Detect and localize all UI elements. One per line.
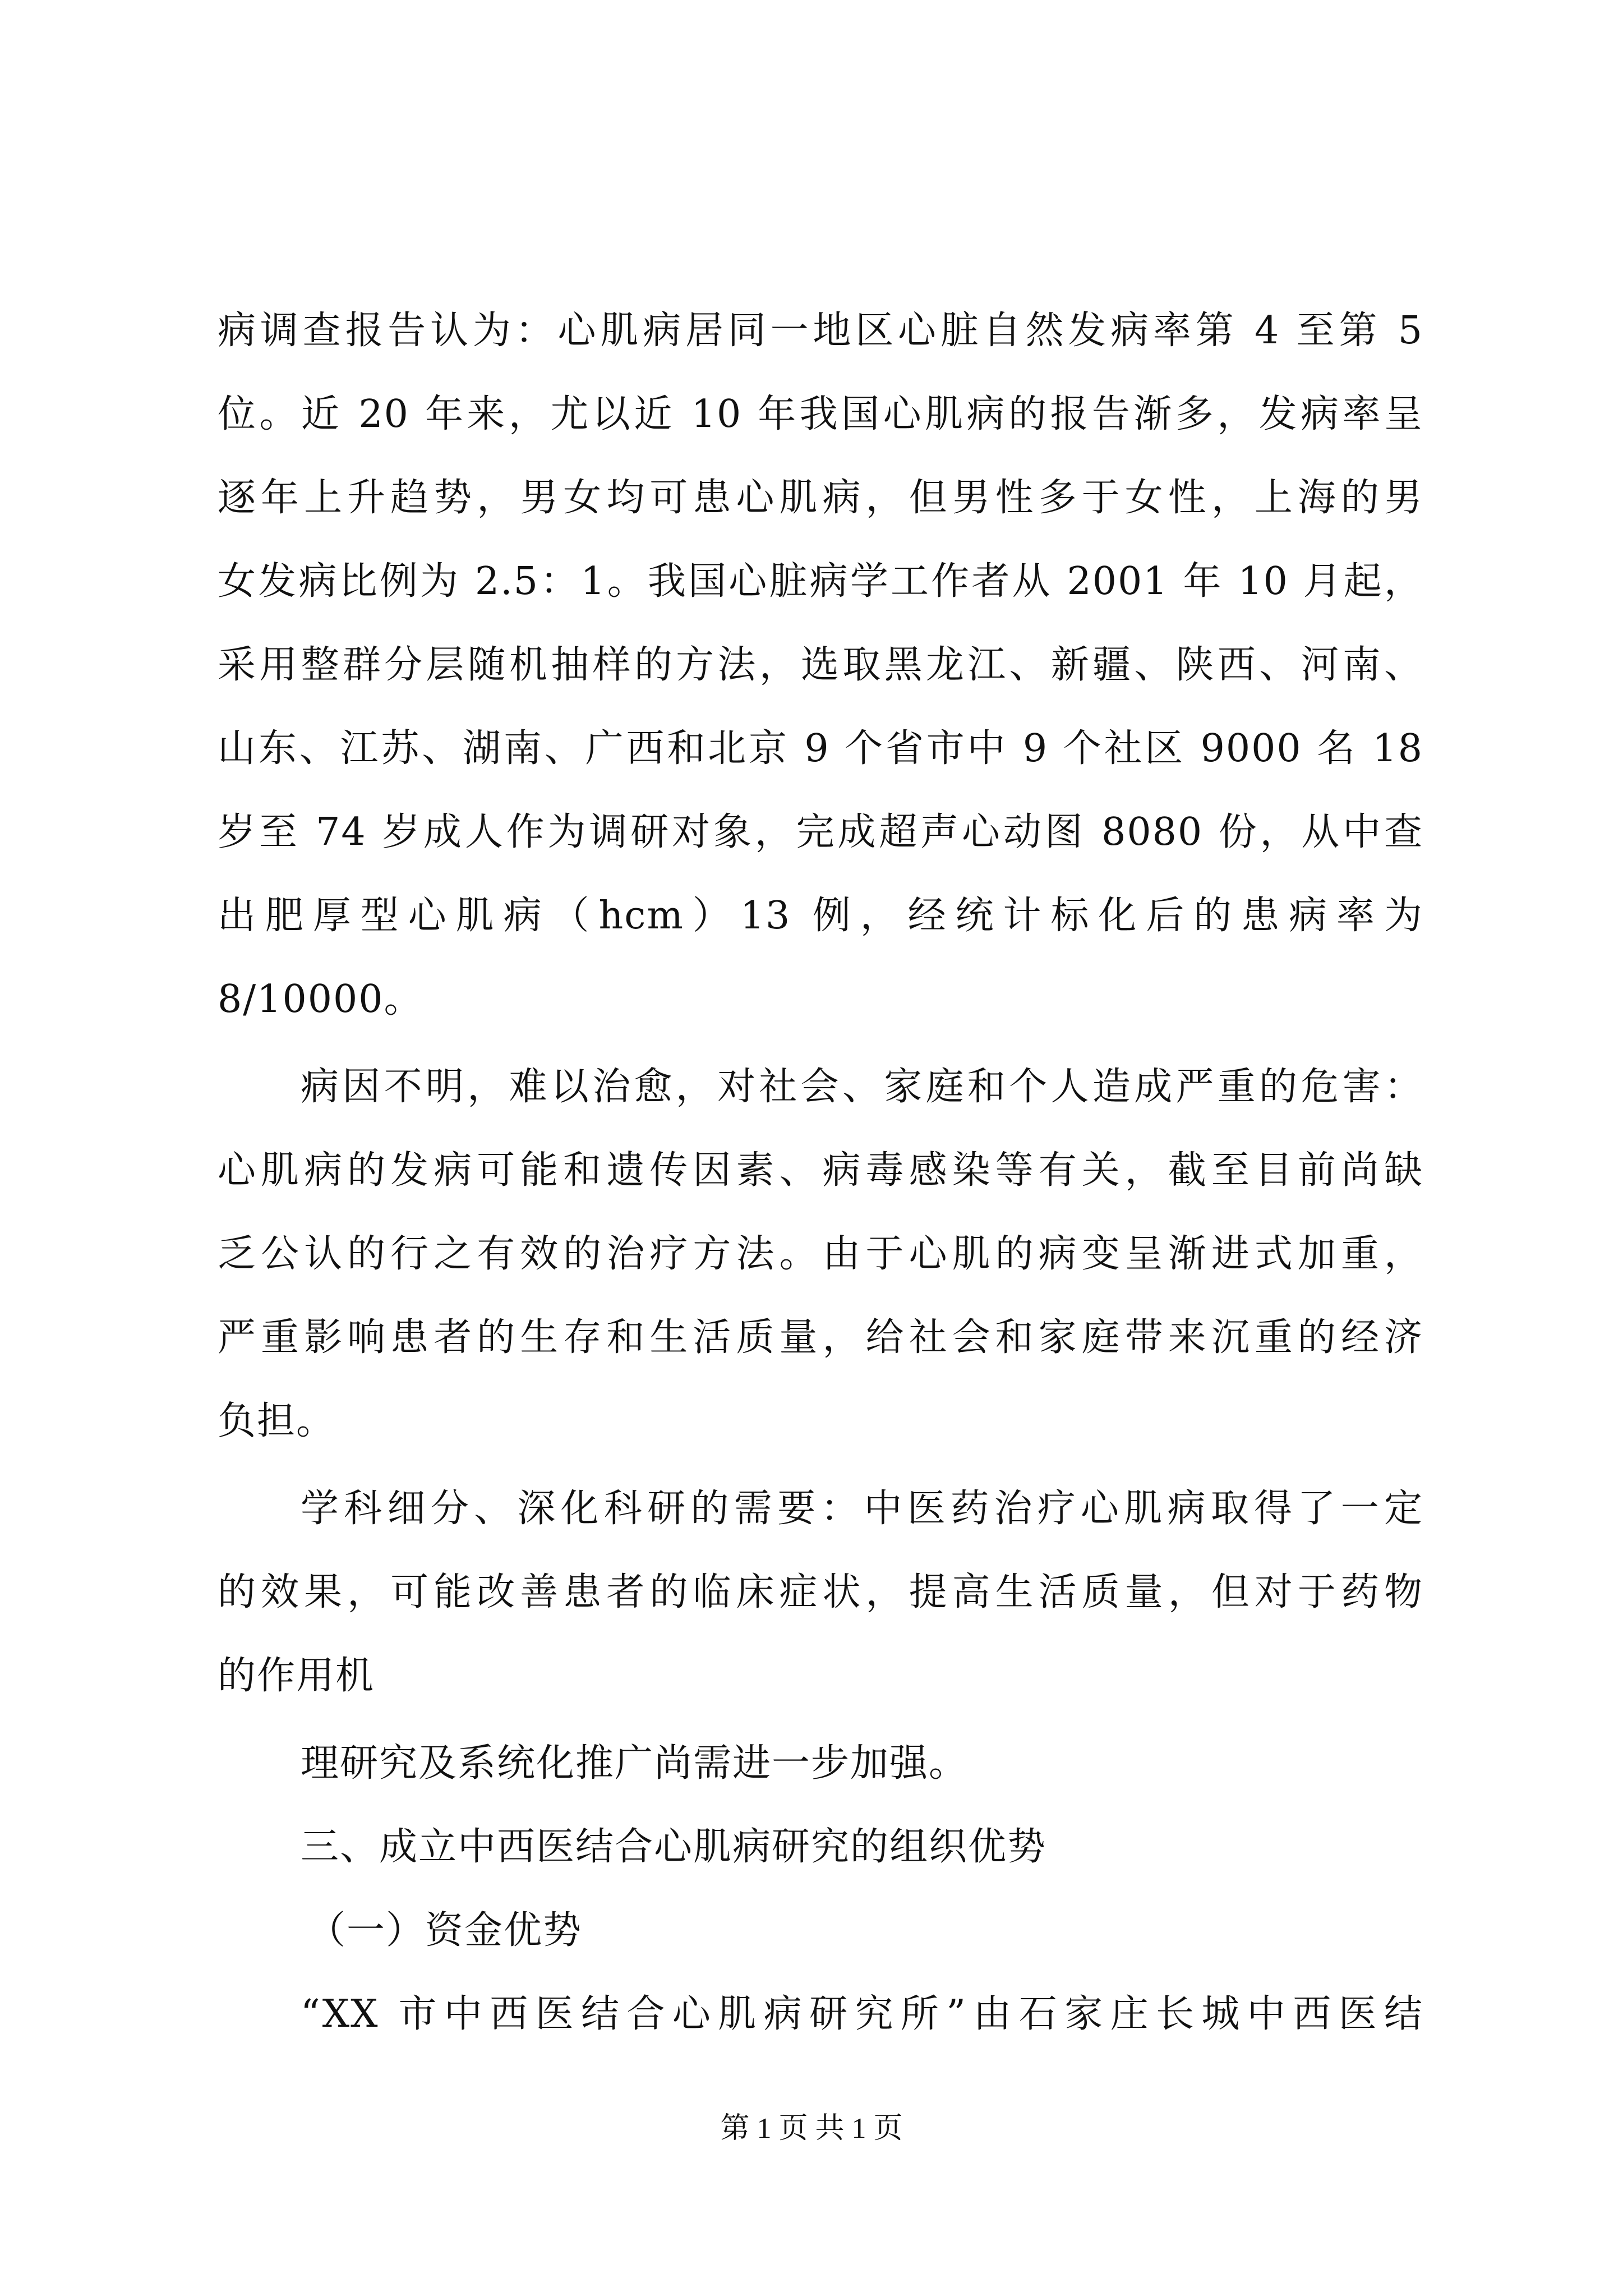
text-line: 的作用机 — [218, 1654, 375, 1698]
text-line: 理研究及系统化推广尚需进一步加强。 — [301, 1741, 969, 1786]
text-line: 女发病比例为 2.5：1。我国心脏病学工作者从 2001 年 10 月起， — [218, 559, 1423, 604]
text-line: 岁至 74 岁成人作为调研对象，完成超声心动图 8080 份，从中查 — [218, 810, 1423, 854]
text-line: 逐年上升趋势，男女均可患心肌病，但男性多于女性，上海的男 — [218, 476, 1423, 520]
text-line: 病调查报告认为：心肌病居同一地区心脏自然发病率第 4 至第 5 — [218, 309, 1423, 353]
subsection-heading: （一）资金优势 — [307, 1908, 583, 1953]
text-line: 学科细分、深化科研的需要：中医药治疗心肌病取得了一定 — [301, 1487, 1423, 1531]
text-line: 病因不明，难以治愈，对社会、家庭和个人造成严重的危害： — [301, 1065, 1423, 1109]
page-number-footer: 第 1 页 共 1 页 — [720, 2113, 903, 2145]
text-line: 8/10000。 — [218, 977, 423, 1022]
text-line: 采用整群分层随机抽样的方法，选取黑龙江、新疆、陕西、河南、 — [218, 643, 1423, 687]
text-line: 心肌病的发病可能和遗传因素、病毒感染等有关，截至目前尚缺 — [218, 1148, 1423, 1193]
text-line: 出肥厚型心肌病（hcm）13 例，经统计标化后的患病率为 — [218, 894, 1423, 938]
text-line: 严重影响患者的生存和生活质量，给社会和家庭带来沉重的经济 — [218, 1315, 1423, 1360]
text-line: 的效果，可能改善患者的临床症状，提高生活质量，但对于药物 — [218, 1570, 1423, 1614]
text-line: 负担。 — [218, 1399, 336, 1443]
text-line: “XX 市中西医结合心肌病研究所”由石家庄长城中西医结 — [301, 1992, 1423, 2036]
text-line: 乏公认的行之有效的治疗方法。由于心肌的病变呈渐进式加重， — [218, 1232, 1423, 1276]
text-line: 位。近 20 年来，尤以近 10 年我国心肌病的报告渐多，发病率呈 — [218, 392, 1423, 436]
section-heading: 三、成立中西医结合心肌病研究的组织优势 — [301, 1825, 1047, 1869]
text-line: 山东、江苏、湖南、广西和北京 9 个省市中 9 个社区 9000 名 18 — [218, 726, 1423, 771]
